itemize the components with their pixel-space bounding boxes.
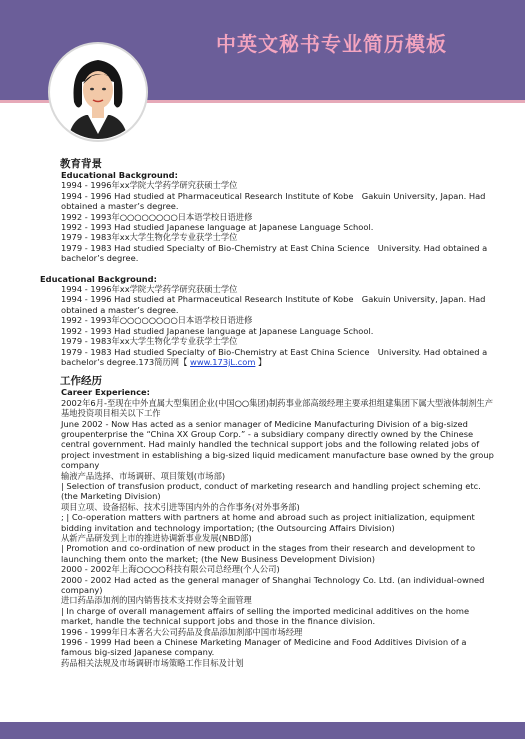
- bracket-close: 】: [258, 356, 267, 367]
- education-line: 1979 - 1983 Had studied Specialty of Bio-Chemistry at East China Science University. Had obtained a bachelor’s degree.: [61, 242, 488, 264]
- career-heading: 工作经历: [60, 375, 102, 388]
- education-line-text: 1979 - 1983 Had studied Specialty of Bio-Chemistry at East China Science University. Had obtained a bachelor’s degree.173简历网【: [61, 346, 488, 367]
- resume-title: 中英文秘书专业简历模板: [216, 32, 447, 56]
- career-line: 2002年6月-至现在中外直属大型集团企业(中国○○集团)制药事业部高级经理主要承担组建集团下属大型液体制剂生产基地投资项目相关以下工作: [61, 397, 494, 419]
- career-line: 2000 - 2002年上海○○○○科技有限公司总经理(个人公司): [61, 564, 280, 575]
- spacer: [40, 264, 494, 274]
- footer-band: [0, 722, 525, 739]
- career-line: | Selection of transfusion product, conduct of marketing research and handling project scheming etc. (the Marketing Division): [61, 480, 481, 502]
- education-line: 1992 - 1993年○○○○○○○○日本语学校日语进修: [61, 315, 253, 326]
- career-line: June 2002 - Now Has acted as a senior manager of Medicine Manufacturing Division of a big-sized groupenterprise the “China XX Group Corp.” - a subsidiary company directly owned by the Chinese central government. Had mainly handled the technical support jobs and the following related jobs of project investment in establishing a big-sized liquid medicament manufacture base owned by the group company: [61, 418, 494, 471]
- website-link[interactable]: www.173jL.com: [190, 356, 256, 367]
- education-line: 1992 - 1993 Had studied Japanese language at Japanese Language School.: [61, 325, 374, 336]
- career-subheading: Career Experience:: [61, 387, 150, 398]
- education-line: 1992 - 1993年○○○○○○○○日本语学校日语进修: [61, 211, 253, 222]
- career-line: ; | Co-operation matters with partners at home and abroad such as project initialization, equipment bidding invitation and technology importation; (the Outsourcing Affairs Division): [61, 512, 475, 533]
- career-line: 2000 - 2002 Had acted as the general manager of Shanghai Technology Co. Ltd. (an individual-owned company): [61, 574, 485, 596]
- education-line: 1992 - 1993 Had studied Japanese language at Japanese Language School.: [61, 222, 374, 233]
- education-subheading: Educational Background:: [61, 170, 178, 180]
- career-line: 项目立项、设备招标、技术引进等国内外的合作事务(对外事务部): [61, 501, 300, 512]
- career-line: 药品相关法规及市场调研市场策略工作目标及计划: [61, 657, 244, 668]
- education-subheading-repeat: Educational Background:: [40, 273, 157, 284]
- career-line: | Promotion and co-ordination of new product in the stages from their research and development to launching them onto the market; (the New Business Development Division): [61, 543, 476, 564]
- career-line: 进口药品添加剂的国内销售技术支持财会等全面管理: [61, 595, 252, 606]
- career-line: 1996 - 1999 Had been a Chinese Marketing Manager of Medicine and Food Additives Division of a famous big-sized Japanese company.: [61, 637, 467, 658]
- education-heading: 教育背景: [60, 158, 102, 170]
- avatar: [48, 42, 148, 142]
- spacer: [40, 367, 494, 375]
- resume-content: [40, 158, 494, 668]
- education-line-with-link: [40, 347, 494, 368]
- education-line: 1994 - 1996年xx学院大学药学研究获硕士学位: [61, 180, 238, 191]
- education-line: 1994 - 1996年xx学院大学药学研究获硕士学位: [61, 284, 238, 295]
- education-line: 1994 - 1996 Had studied at Pharmaceutical Research Institute of Kobe Gakuin University, Japan. Had obtained a master’s degree.: [61, 294, 486, 315]
- education-line: 1979 - 1983年xx大学生物化学专业获学士学位: [61, 232, 238, 243]
- career-line: 从新产品研发到上市的推进协调新事业发展(NBD部): [61, 533, 252, 543]
- career-line: 1996 - 1999年日本著名大公司药品及食品添加剂部中国市场经理: [61, 626, 303, 637]
- education-line: 1979 - 1983年xx大学生物化学专业获学士学位: [61, 336, 238, 347]
- career-line: 输液产品选择、市场调研、项目策划(市场部): [61, 470, 226, 481]
- education-line: 1994 - 1996 Had studied at Pharmaceutical Research Institute of Kobe Gakuin University, Japan. Had obtained a master’s degree.: [61, 190, 486, 212]
- career-line: | In charge of overall management affairs of selling the imported medicinal additives on the home market, handle the technical support jobs and those in the finance division.: [61, 605, 470, 627]
